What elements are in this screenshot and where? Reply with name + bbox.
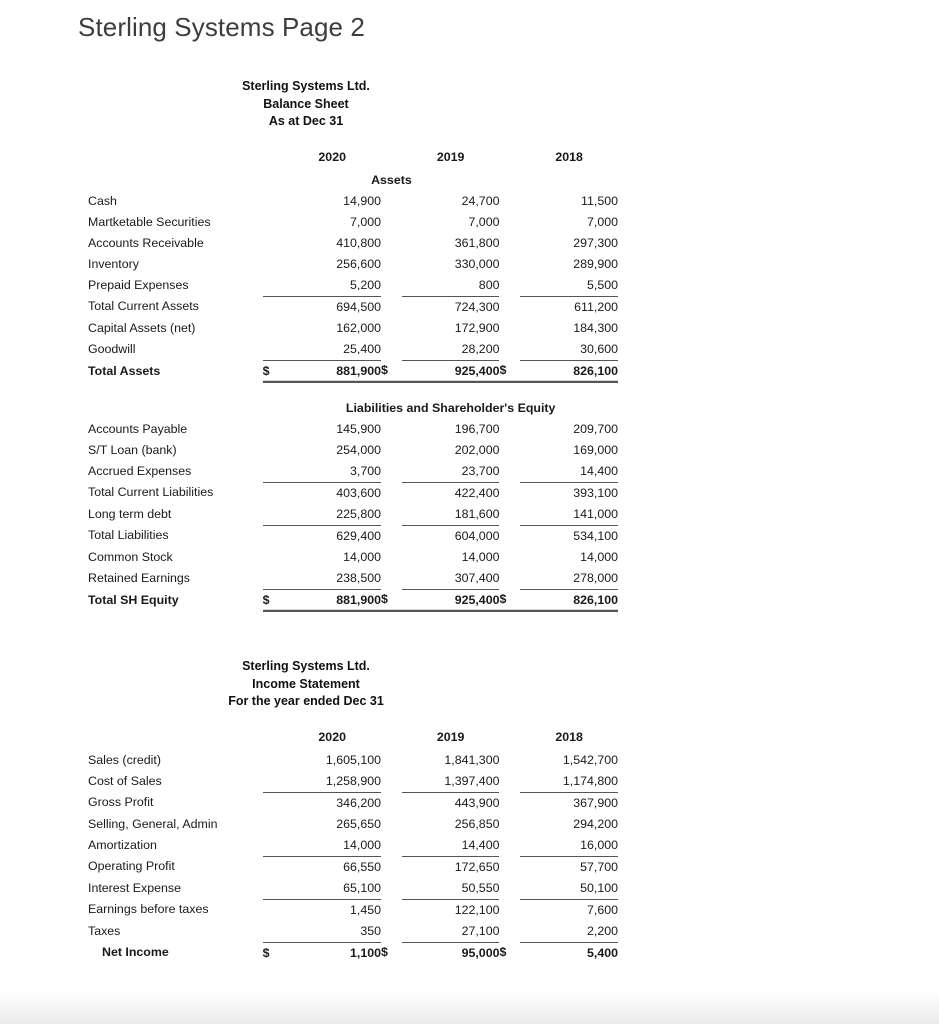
row-label: Cash bbox=[88, 193, 117, 208]
table-row-total bbox=[88, 589, 618, 611]
row-value-2019: 256,850 bbox=[454, 816, 500, 831]
currency-cell bbox=[263, 440, 284, 461]
table-row bbox=[88, 275, 618, 297]
balance-sheet-period: As at Dec 31 bbox=[268, 114, 344, 128]
row-label: Total Liabilities bbox=[88, 528, 169, 543]
row-value-2020: 14,000 bbox=[283, 835, 381, 857]
currency-cell bbox=[499, 233, 520, 254]
currency-cell bbox=[499, 814, 520, 835]
currency-cell bbox=[381, 296, 402, 318]
currency-symbol: $ bbox=[381, 589, 402, 611]
row-label: Common Stock bbox=[88, 549, 173, 564]
empty-cell bbox=[381, 726, 402, 750]
empty-cell bbox=[263, 398, 284, 419]
row-value-2020: 225,800 bbox=[283, 504, 381, 526]
currency-cell bbox=[263, 233, 284, 254]
row-value-2019: 422,400 bbox=[454, 485, 500, 500]
table-row bbox=[88, 440, 618, 461]
row-value-2019: 23,700 bbox=[402, 461, 500, 483]
row-value-2018: 297,300 bbox=[573, 235, 618, 250]
row-value-2020: 162,000 bbox=[336, 320, 382, 335]
row-value-2019: 50,550 bbox=[402, 878, 500, 900]
row-label: Martketable Securities bbox=[88, 214, 211, 229]
row-value-2018: 534,100 bbox=[573, 528, 618, 543]
table-row bbox=[88, 921, 618, 943]
page-title: Sterling Systems Page 2 bbox=[78, 12, 365, 42]
table-row bbox=[88, 233, 618, 254]
row-value-2018: 289,900 bbox=[573, 256, 618, 271]
row-label: Sales (credit) bbox=[88, 752, 161, 767]
empty-cell bbox=[499, 170, 520, 191]
row-label: Retained Earnings bbox=[88, 570, 190, 585]
row-label: Inventory bbox=[88, 256, 139, 271]
currency-cell bbox=[499, 792, 520, 814]
currency-cell bbox=[499, 275, 520, 297]
currency-cell bbox=[263, 212, 284, 233]
currency-cell bbox=[381, 547, 402, 568]
currency-cell bbox=[263, 318, 284, 339]
currency-cell bbox=[263, 504, 284, 526]
currency-cell bbox=[381, 792, 402, 814]
currency-cell bbox=[263, 254, 284, 275]
row-value-2018: 1,174,800 bbox=[520, 771, 618, 793]
row-value-2019: 95,000 bbox=[461, 945, 500, 960]
table-row bbox=[88, 792, 618, 814]
row-value-2020: 25,400 bbox=[283, 339, 381, 361]
currency-cell bbox=[499, 318, 520, 339]
row-value-2020: 145,900 bbox=[336, 421, 382, 436]
row-value-2018: 30,600 bbox=[520, 339, 618, 361]
row-value-2020: 5,200 bbox=[283, 275, 381, 297]
row-value-2019: 122,100 bbox=[454, 902, 500, 917]
table-row bbox=[88, 856, 618, 878]
row-label: Accrued Expenses bbox=[88, 463, 192, 478]
row-value-2020: 1,258,900 bbox=[283, 771, 381, 793]
row-label: Amortization bbox=[88, 837, 157, 852]
year-2019: 2019 bbox=[436, 730, 465, 744]
row-value-2020: 7,000 bbox=[350, 214, 382, 229]
row-value-2018: 141,000 bbox=[520, 504, 618, 526]
empty-cell bbox=[499, 726, 520, 750]
table-row-total bbox=[88, 942, 618, 964]
table-row bbox=[88, 318, 618, 339]
row-label: Operating Profit bbox=[88, 859, 175, 874]
currency-cell bbox=[499, 461, 520, 483]
row-value-2019: 307,400 bbox=[402, 568, 500, 590]
income-statement-statement-name: Income Statement bbox=[252, 676, 360, 691]
currency-cell bbox=[499, 440, 520, 461]
spacer-row bbox=[88, 382, 618, 398]
row-value-2020: 1,450 bbox=[350, 902, 382, 917]
row-value-2019: 7,000 bbox=[468, 214, 500, 229]
row-value-2019: 443,900 bbox=[454, 795, 500, 810]
currency-cell bbox=[381, 899, 402, 921]
page-bottom-strip bbox=[0, 988, 939, 1024]
row-value-2020: 1,605,100 bbox=[325, 752, 382, 767]
empty-cell bbox=[88, 170, 263, 191]
row-label: Capital Assets (net) bbox=[88, 320, 196, 335]
currency-cell bbox=[499, 750, 520, 771]
row-label: Earnings before taxes bbox=[88, 902, 209, 917]
row-label: Net Income bbox=[102, 945, 169, 960]
currency-cell bbox=[263, 461, 284, 483]
currency-cell bbox=[499, 254, 520, 275]
row-value-2020: 350 bbox=[283, 921, 381, 943]
row-value-2020: 1,100 bbox=[350, 945, 382, 960]
currency-cell bbox=[381, 233, 402, 254]
row-value-2018: 11,500 bbox=[581, 193, 618, 208]
spacer-row bbox=[88, 711, 618, 726]
row-value-2020: 66,550 bbox=[343, 859, 382, 874]
row-value-2019: 1,397,400 bbox=[402, 771, 500, 793]
currency-cell bbox=[381, 419, 402, 440]
empty-cell bbox=[381, 146, 402, 170]
currency-cell bbox=[499, 771, 520, 793]
currency-cell bbox=[499, 482, 520, 504]
table-row bbox=[88, 771, 618, 793]
year-2018: 2018 bbox=[555, 150, 583, 164]
currency-symbol: $ bbox=[381, 360, 402, 382]
table-row bbox=[88, 525, 618, 547]
row-value-2020: 265,650 bbox=[336, 816, 382, 831]
table-row bbox=[88, 191, 618, 212]
row-value-2020: 346,200 bbox=[336, 795, 382, 810]
table-row-total bbox=[88, 360, 618, 382]
currency-cell bbox=[263, 750, 284, 771]
row-label: Gross Profit bbox=[88, 795, 154, 810]
row-value-2019: 800 bbox=[402, 275, 500, 297]
currency-cell bbox=[381, 921, 402, 943]
row-value-2018: 278,000 bbox=[520, 568, 618, 590]
liabilities-section-title: Liabilities and Shareholder's Equity bbox=[345, 400, 556, 415]
currency-cell bbox=[381, 191, 402, 212]
empty-cell bbox=[520, 170, 618, 191]
row-value-2020: 14,000 bbox=[343, 549, 382, 564]
balance-sheet-statement-name: Balance Sheet bbox=[263, 96, 349, 111]
currency-cell bbox=[499, 878, 520, 900]
currency-cell bbox=[381, 318, 402, 339]
balance-sheet-table bbox=[88, 131, 618, 612]
row-value-2019: 181,600 bbox=[402, 504, 500, 526]
currency-cell bbox=[263, 835, 284, 857]
row-value-2018: 826,100 bbox=[520, 589, 618, 611]
row-label: Total Current Assets bbox=[88, 299, 199, 314]
table-row bbox=[88, 504, 618, 526]
income-statement-heading bbox=[96, 658, 516, 711]
empty-cell bbox=[499, 146, 520, 170]
row-label: Prepaid Expenses bbox=[88, 277, 189, 292]
row-value-2020: 238,500 bbox=[283, 568, 381, 590]
row-value-2019: 330,000 bbox=[454, 256, 500, 271]
currency-symbol: $ bbox=[263, 589, 284, 611]
currency-cell bbox=[263, 856, 284, 878]
currency-cell bbox=[263, 568, 284, 590]
balance-sheet-statement bbox=[88, 78, 618, 612]
currency-cell bbox=[381, 525, 402, 547]
year-2019: 2019 bbox=[436, 150, 465, 164]
empty-cell bbox=[88, 398, 263, 419]
empty-cell bbox=[263, 146, 284, 170]
table-row bbox=[88, 878, 618, 900]
row-value-2020: 694,500 bbox=[336, 299, 382, 314]
currency-symbol: $ bbox=[262, 945, 270, 960]
currency-cell bbox=[499, 525, 520, 547]
currency-cell bbox=[499, 419, 520, 440]
row-value-2020: 3,700 bbox=[283, 461, 381, 483]
row-label: Selling, General, Admin bbox=[88, 816, 218, 831]
row-value-2019: 925,400 bbox=[402, 589, 500, 611]
table-row bbox=[88, 568, 618, 590]
row-value-2018: 826,100 bbox=[520, 360, 618, 382]
row-label: Interest Expense bbox=[88, 880, 181, 895]
income-statement-period: For the year ended Dec 31 bbox=[228, 694, 384, 708]
currency-cell bbox=[381, 568, 402, 590]
row-value-2018: 169,000 bbox=[573, 442, 618, 457]
row-value-2020: 881,900 bbox=[283, 360, 381, 382]
row-value-2019: 172,900 bbox=[454, 320, 500, 335]
currency-cell bbox=[263, 792, 284, 814]
row-value-2019: 361,800 bbox=[454, 235, 500, 250]
currency-cell bbox=[263, 482, 284, 504]
currency-cell bbox=[263, 191, 284, 212]
row-label: Taxes bbox=[88, 923, 121, 938]
empty-cell bbox=[263, 170, 284, 191]
row-value-2018: 14,400 bbox=[520, 461, 618, 483]
row-value-2019: 28,200 bbox=[402, 339, 500, 361]
currency-cell bbox=[381, 835, 402, 857]
currency-cell bbox=[499, 547, 520, 568]
table-row bbox=[88, 296, 618, 318]
row-value-2018: 7,000 bbox=[586, 214, 618, 229]
row-label: Cost of Sales bbox=[88, 773, 162, 788]
currency-cell bbox=[263, 419, 284, 440]
currency-cell bbox=[263, 275, 284, 297]
row-label: S/T Loan (bank) bbox=[88, 442, 177, 457]
row-value-2019: 604,000 bbox=[454, 528, 500, 543]
currency-cell bbox=[381, 856, 402, 878]
empty-cell bbox=[263, 726, 284, 750]
currency-cell bbox=[381, 482, 402, 504]
currency-cell bbox=[263, 899, 284, 921]
currency-cell bbox=[263, 814, 284, 835]
income-statement-company: Sterling Systems Ltd. bbox=[242, 659, 370, 673]
row-label: Accounts Payable bbox=[88, 421, 188, 436]
currency-cell bbox=[499, 212, 520, 233]
row-value-2018: 367,900 bbox=[573, 795, 618, 810]
row-label: Total Current Liabilities bbox=[88, 485, 214, 500]
row-value-2019: 24,700 bbox=[461, 193, 500, 208]
currency-symbol: $ bbox=[499, 360, 520, 382]
currency-cell bbox=[381, 461, 402, 483]
row-value-2018: 50,100 bbox=[520, 878, 618, 900]
year-2020: 2020 bbox=[318, 730, 346, 744]
assets-section-header bbox=[88, 170, 618, 191]
currency-cell bbox=[263, 339, 284, 361]
table-row bbox=[88, 419, 618, 440]
row-value-2019: 202,000 bbox=[454, 442, 500, 457]
row-value-2018: 209,700 bbox=[573, 421, 618, 436]
row-value-2020: 254,000 bbox=[336, 442, 382, 457]
currency-cell bbox=[499, 191, 520, 212]
currency-cell bbox=[263, 547, 284, 568]
empty-cell bbox=[88, 146, 263, 170]
currency-cell bbox=[381, 878, 402, 900]
currency-cell bbox=[263, 921, 284, 943]
row-label: Long term debt bbox=[88, 506, 172, 521]
income-statement-year-header bbox=[88, 726, 618, 750]
row-value-2020: 629,400 bbox=[336, 528, 382, 543]
year-2018: 2018 bbox=[555, 730, 583, 744]
balance-sheet-company: Sterling Systems Ltd. bbox=[242, 79, 370, 93]
row-label: Accounts Receivable bbox=[88, 235, 204, 250]
currency-cell bbox=[381, 771, 402, 793]
currency-symbol: $ bbox=[381, 945, 388, 960]
row-value-2019: 172,650 bbox=[454, 859, 500, 874]
currency-cell bbox=[381, 440, 402, 461]
table-row bbox=[88, 461, 618, 483]
currency-cell bbox=[499, 856, 520, 878]
currency-cell bbox=[381, 504, 402, 526]
currency-cell bbox=[381, 750, 402, 771]
currency-cell bbox=[499, 835, 520, 857]
liabilities-section-header bbox=[88, 398, 618, 419]
income-statement bbox=[88, 658, 618, 964]
currency-symbol: $ bbox=[499, 945, 507, 960]
row-value-2019: 925,400 bbox=[402, 360, 500, 382]
table-row bbox=[88, 212, 618, 233]
row-label: Goodwill bbox=[88, 341, 136, 356]
currency-symbol: $ bbox=[263, 360, 284, 382]
row-value-2018: 294,200 bbox=[573, 816, 618, 831]
row-value-2018: 184,300 bbox=[573, 320, 618, 335]
row-value-2020: 256,600 bbox=[336, 256, 382, 271]
row-value-2020: 403,600 bbox=[336, 485, 382, 500]
spacer-row bbox=[88, 131, 618, 146]
currency-cell bbox=[263, 771, 284, 793]
currency-cell bbox=[499, 568, 520, 590]
table-row bbox=[88, 899, 618, 921]
row-value-2020: 14,900 bbox=[343, 193, 382, 208]
row-value-2018: 2,200 bbox=[520, 921, 618, 943]
row-value-2019: 14,000 bbox=[461, 549, 500, 564]
currency-symbol: $ bbox=[499, 589, 520, 611]
row-value-2018: 5,500 bbox=[520, 275, 618, 297]
table-row bbox=[88, 254, 618, 275]
currency-cell bbox=[263, 878, 284, 900]
row-value-2019: 14,400 bbox=[402, 835, 500, 857]
row-value-2018: 5,400 bbox=[586, 945, 618, 960]
currency-cell bbox=[263, 525, 284, 547]
table-row bbox=[88, 547, 618, 568]
row-value-2019: 1,841,300 bbox=[444, 752, 500, 767]
row-value-2018: 611,200 bbox=[574, 299, 618, 314]
row-label: Total SH Equity bbox=[88, 592, 179, 607]
table-row bbox=[88, 814, 618, 835]
assets-section-title: Assets bbox=[371, 172, 412, 187]
row-value-2018: 14,000 bbox=[580, 549, 618, 564]
row-value-2019: 27,100 bbox=[402, 921, 500, 943]
currency-cell bbox=[381, 339, 402, 361]
row-value-2018: 393,100 bbox=[573, 485, 618, 500]
currency-cell bbox=[499, 899, 520, 921]
row-label: Total Assets bbox=[88, 363, 161, 378]
row-value-2019: 724,300 bbox=[454, 299, 500, 314]
row-value-2020: 881,900 bbox=[283, 589, 381, 611]
table-row bbox=[88, 750, 618, 771]
row-value-2018: 16,000 bbox=[520, 835, 618, 857]
currency-cell bbox=[499, 339, 520, 361]
currency-cell bbox=[381, 814, 402, 835]
empty-cell bbox=[88, 726, 263, 750]
row-value-2018: 7,600 bbox=[586, 902, 618, 917]
table-row bbox=[88, 835, 618, 857]
row-value-2018: 57,700 bbox=[580, 859, 618, 874]
currency-cell bbox=[499, 504, 520, 526]
balance-sheet-heading bbox=[96, 78, 516, 131]
row-value-2019: 196,700 bbox=[454, 421, 500, 436]
row-value-2020: 65,100 bbox=[283, 878, 381, 900]
currency-cell bbox=[263, 296, 284, 318]
balance-sheet-year-header bbox=[88, 146, 618, 170]
income-statement-table bbox=[88, 711, 618, 964]
currency-cell bbox=[381, 212, 402, 233]
row-value-2018: 1,542,700 bbox=[562, 752, 618, 767]
currency-cell bbox=[381, 275, 402, 297]
row-value-2020: 410,800 bbox=[336, 235, 382, 250]
year-2020: 2020 bbox=[318, 150, 346, 164]
table-row bbox=[88, 482, 618, 504]
table-row bbox=[88, 339, 618, 361]
currency-cell bbox=[499, 921, 520, 943]
currency-cell bbox=[499, 296, 520, 318]
currency-cell bbox=[381, 254, 402, 275]
